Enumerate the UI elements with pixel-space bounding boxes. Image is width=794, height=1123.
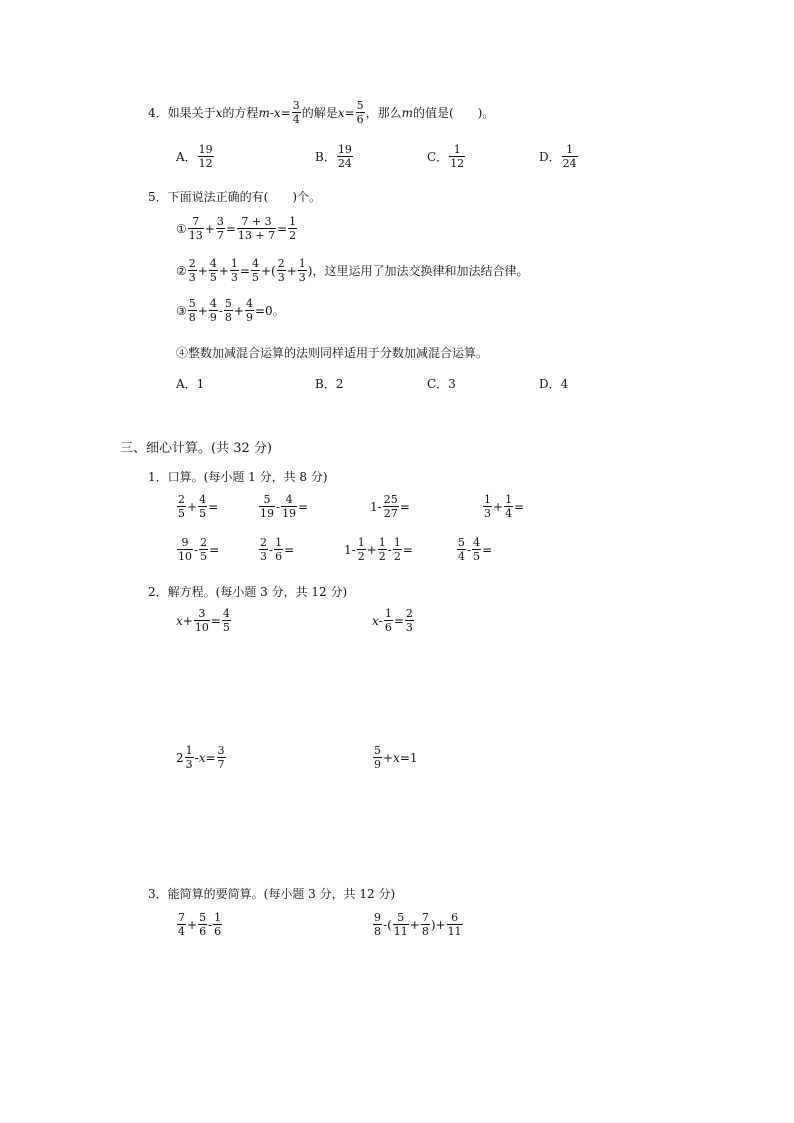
numerator: 1 (453, 143, 461, 156)
numerator: 9 (181, 536, 189, 549)
denominator: 3 (277, 271, 285, 284)
fraction (198, 494, 207, 519)
denominator: 7 (216, 229, 224, 242)
numerator: 3 (216, 215, 224, 228)
math-text: C． (427, 150, 449, 164)
fraction (274, 537, 283, 562)
denominator: 9 (245, 311, 253, 324)
numerator: 2 (178, 493, 185, 506)
numerator: 4 (473, 536, 481, 549)
fraction (373, 745, 382, 770)
math-text: + (182, 613, 193, 628)
denominator: 3 (260, 550, 267, 563)
math-text: A． (176, 150, 197, 164)
math-text: - (383, 917, 388, 932)
numerator: 3 (292, 99, 300, 112)
fraction (405, 608, 414, 633)
math-text: 1- (370, 499, 382, 514)
math-text: ) (430, 917, 436, 932)
q4-stem (148, 100, 494, 125)
math-text: + (435, 917, 446, 932)
fraction (194, 608, 210, 633)
variable: m (401, 105, 413, 120)
numerator: 1 (357, 536, 365, 549)
fraction (383, 494, 399, 519)
denominator: 2 (357, 550, 365, 563)
variable: x (337, 105, 345, 120)
variable: x (372, 613, 379, 628)
oral-calc-5 (176, 537, 219, 562)
fraction (277, 258, 286, 283)
fraction (177, 494, 186, 519)
q5-statement-2 (176, 258, 528, 283)
math-text: =0。 (254, 304, 285, 318)
math-text: = (209, 542, 220, 557)
denominator: 8 (188, 311, 196, 324)
equation-4 (372, 745, 418, 770)
q5-option-c: C．3 (427, 377, 456, 391)
oral-calc-6 (258, 537, 294, 562)
fraction (222, 608, 231, 633)
fraction (213, 912, 222, 937)
denominator: 13 (188, 229, 203, 242)
numerator: 3 (217, 744, 225, 757)
fraction (483, 494, 492, 519)
fraction (393, 537, 402, 562)
fraction (393, 912, 409, 937)
numerator: 1 (214, 911, 222, 924)
math-text: ，这里运用了加法交换律和加法结合律。 (312, 264, 529, 278)
denominator: 24 (337, 157, 352, 170)
section-3-title: 三、细心计算。(共 32 分) (120, 441, 272, 456)
math-text: 的方程 (222, 106, 259, 120)
oral-calc-2 (258, 494, 308, 519)
denominator: 6 (384, 621, 392, 634)
numerator: 19 (337, 143, 352, 156)
math-text: = (402, 542, 413, 557)
fraction (457, 537, 466, 562)
math-text: + (409, 917, 420, 932)
denominator: 3 (484, 507, 491, 520)
math-text: B． (315, 150, 336, 164)
q5-statement-4: ④整数加减混合运算的法则同样适用于分数加减混合运算。 (176, 346, 489, 360)
fraction (337, 144, 353, 169)
fraction (281, 494, 297, 519)
math-text: = (284, 542, 295, 557)
numerator: 4 (222, 607, 230, 620)
numerator: 5 (263, 493, 271, 506)
oral-calc-7 (344, 537, 413, 562)
fraction (447, 912, 463, 937)
math-text: = (514, 499, 525, 514)
fraction (185, 745, 194, 770)
q5-statement-1 (176, 216, 298, 241)
denominator: 10 (178, 550, 192, 563)
numerator: 4 (209, 297, 217, 310)
fraction (216, 216, 225, 241)
numerator: 1 (484, 493, 491, 506)
fraction (449, 144, 465, 169)
math-text: + (197, 263, 208, 278)
numerator: 1 (185, 744, 193, 757)
equation-1 (176, 608, 232, 633)
denominator: 3 (230, 271, 238, 284)
denominator: 5 (222, 621, 230, 634)
numerator: 2 (405, 607, 413, 620)
denominator: 2 (289, 229, 297, 242)
math-text: = (280, 105, 291, 120)
numerator: 1 (275, 536, 283, 549)
math-text: + (286, 263, 297, 278)
math-text: = (298, 499, 309, 514)
denominator: 3 (185, 758, 193, 771)
numerator: 7 + 3 (241, 215, 272, 228)
math-text: - (194, 542, 199, 557)
math-text: + (366, 542, 377, 557)
denominator: 8 (224, 311, 232, 324)
math-text: ② (176, 263, 187, 278)
q5-option-b: B．2 (315, 377, 344, 391)
math-text: ) (307, 263, 313, 278)
denominator: 19 (260, 507, 274, 520)
math-text: = (482, 542, 493, 557)
denominator: 6 (275, 550, 283, 563)
numerator: 5 (374, 744, 381, 757)
math-text: + (233, 303, 244, 318)
numerator: 1 (384, 607, 392, 620)
fraction (288, 216, 297, 241)
denominator: 3 (405, 621, 413, 634)
math-text: - (269, 542, 274, 557)
math-text: - (208, 917, 213, 932)
math-text: + (204, 221, 215, 236)
numerator: 5 (356, 99, 364, 112)
variable: x (215, 105, 223, 120)
numerator: 2 (188, 257, 196, 270)
denominator: 4 (292, 113, 300, 126)
fraction (188, 216, 204, 241)
fraction (177, 537, 193, 562)
denominator: 19 (282, 507, 297, 520)
variable: x (198, 750, 206, 765)
fraction (177, 912, 186, 937)
numerator: 1 (393, 536, 401, 549)
numerator: 1 (566, 143, 574, 156)
denominator: 11 (447, 925, 462, 938)
oral-calc-4 (482, 494, 524, 519)
fraction (421, 912, 430, 937)
numerator: 4 (245, 297, 253, 310)
part-2-title: 2．解方程。(每小题 3 分，共 12 分) (148, 585, 348, 599)
variable: m (258, 105, 270, 120)
numerator: 6 (451, 911, 459, 924)
denominator: 5 (199, 507, 207, 520)
denominator: 10 (194, 621, 209, 634)
denominator: 27 (383, 507, 398, 520)
fraction (384, 608, 393, 633)
q4-fraction-3-4 (292, 100, 301, 125)
math-text: - (467, 542, 472, 557)
numerator: 2 (277, 257, 285, 270)
fraction (472, 537, 481, 562)
math-text: - (387, 542, 392, 557)
denominator: 13 + 7 (237, 229, 276, 242)
fraction (237, 216, 276, 241)
numerator: 1 (505, 493, 513, 506)
q4-fraction-5-6 (356, 100, 365, 125)
numerator: 1 (298, 257, 306, 270)
denominator: 4 (458, 550, 465, 563)
numerator: 9 (374, 911, 381, 924)
fraction (378, 537, 387, 562)
oral-calc-3 (370, 494, 410, 519)
denominator: 12 (198, 157, 213, 170)
denominator: 8 (374, 925, 381, 938)
math-text: = (277, 221, 288, 236)
math-text: + (383, 750, 394, 765)
math-text: = (205, 750, 216, 765)
math-text: - (269, 105, 274, 120)
part-1-title: 1．口算。(每小题 1 分，共 8 分) (148, 470, 328, 484)
math-text: - (218, 303, 223, 318)
oral-calc-8 (456, 537, 492, 562)
denominator: 3 (188, 271, 196, 284)
denominator: 9 (374, 758, 381, 771)
math-text: 4．如果关于 (148, 106, 216, 120)
numerator: 7 (192, 215, 200, 228)
numerator: 5 (199, 911, 207, 924)
numerator: 25 (383, 493, 398, 506)
math-text: ( (387, 917, 392, 932)
fraction (373, 912, 382, 937)
fraction (298, 258, 307, 283)
q4-option-c (427, 144, 466, 169)
math-text: 1- (344, 542, 356, 557)
denominator: 3 (298, 271, 306, 284)
math-text: ③ (176, 303, 187, 318)
math-text: ，那么 (365, 106, 402, 120)
numerator: 5 (397, 911, 405, 924)
fraction (230, 258, 239, 283)
math-text: = (225, 221, 236, 236)
numerator: 2 (260, 536, 267, 549)
math-text: ① (176, 221, 187, 236)
numerator: 1 (230, 257, 238, 270)
math-text: = (210, 613, 221, 628)
math-text: - (194, 750, 199, 765)
numerator: 4 (285, 493, 293, 506)
q4-option-d (539, 144, 579, 169)
numerator: 5 (458, 536, 465, 549)
numerator: 4 (209, 257, 217, 270)
numerator: 7 (178, 911, 185, 924)
fraction (259, 494, 275, 519)
denominator: 5 (251, 271, 259, 284)
math-text: + (218, 263, 229, 278)
numerator: 1 (378, 536, 386, 549)
fraction (209, 298, 218, 323)
fraction (357, 537, 366, 562)
math-text: 的解是 (301, 106, 338, 120)
denominator: 7 (217, 758, 225, 771)
simplify-2 (372, 912, 464, 937)
numerator: 1 (289, 215, 297, 228)
numerator: 4 (199, 493, 207, 506)
denominator: 5 (178, 507, 185, 520)
equation-2 (372, 608, 415, 633)
denominator: 4 (178, 925, 185, 938)
denominator: 5 (200, 550, 208, 563)
fraction (245, 298, 254, 323)
math-text: = (393, 613, 404, 628)
denominator: 8 (421, 925, 429, 938)
fraction (251, 258, 260, 283)
fraction (198, 144, 214, 169)
math-text: D． (539, 150, 561, 164)
oral-calc-1 (176, 494, 218, 519)
math-text: + (187, 917, 198, 932)
fraction (504, 494, 513, 519)
variable: x (176, 613, 183, 628)
math-text: = (344, 105, 355, 120)
denominator: 5 (209, 271, 217, 284)
fraction (198, 912, 207, 937)
denominator: 2 (393, 550, 401, 563)
variable: x (393, 750, 400, 765)
q5-option-d: D．4 (539, 377, 569, 391)
numerator: 4 (251, 257, 259, 270)
equation-3 (176, 745, 227, 770)
fraction (217, 745, 226, 770)
denominator: 6 (214, 925, 222, 938)
math-text: - (276, 499, 281, 514)
denominator: 5 (473, 550, 481, 563)
math-text: = (208, 499, 219, 514)
numerator: 2 (200, 536, 208, 549)
math-text: ( (271, 263, 276, 278)
fraction (224, 298, 233, 323)
math-text: + (260, 263, 272, 278)
math-text: - (378, 613, 383, 628)
denominator: 24 (562, 157, 577, 170)
denominator: 12 (450, 157, 465, 170)
part-3-title: 3．能简算的要简算。(每小题 3 分，共 12 分) (148, 887, 396, 901)
denominator: 11 (393, 925, 408, 938)
fraction (188, 298, 197, 323)
math-text: + (187, 499, 198, 514)
numerator: 3 (198, 607, 206, 620)
q5-statement-3 (176, 298, 285, 323)
denominator: 6 (356, 113, 364, 126)
q4-option-b (315, 144, 354, 169)
q5-option-a: A．1 (176, 377, 205, 391)
numerator: 5 (188, 297, 196, 310)
fraction (209, 258, 218, 283)
math-text: + (197, 303, 208, 318)
fraction (188, 258, 197, 283)
math-text: 2 (176, 750, 184, 765)
fraction (562, 144, 578, 169)
simplify-1 (176, 912, 223, 937)
math-text: =1 (399, 750, 418, 765)
denominator: 9 (209, 311, 217, 324)
denominator: 4 (505, 507, 513, 520)
q4-option-a (176, 144, 215, 169)
variable: x (273, 105, 281, 120)
fraction (199, 537, 208, 562)
math-text: 的值是( )。 (413, 106, 495, 120)
math-text: = (239, 263, 250, 278)
denominator: 6 (199, 925, 207, 938)
denominator: 2 (378, 550, 386, 563)
q5-title: 5．下面说法正确的有( )个。 (148, 190, 321, 204)
numerator: 5 (224, 297, 232, 310)
math-text: + (493, 499, 504, 514)
fraction (259, 537, 268, 562)
numerator: 19 (198, 143, 213, 156)
math-text: = (399, 499, 410, 514)
numerator: 7 (421, 911, 429, 924)
